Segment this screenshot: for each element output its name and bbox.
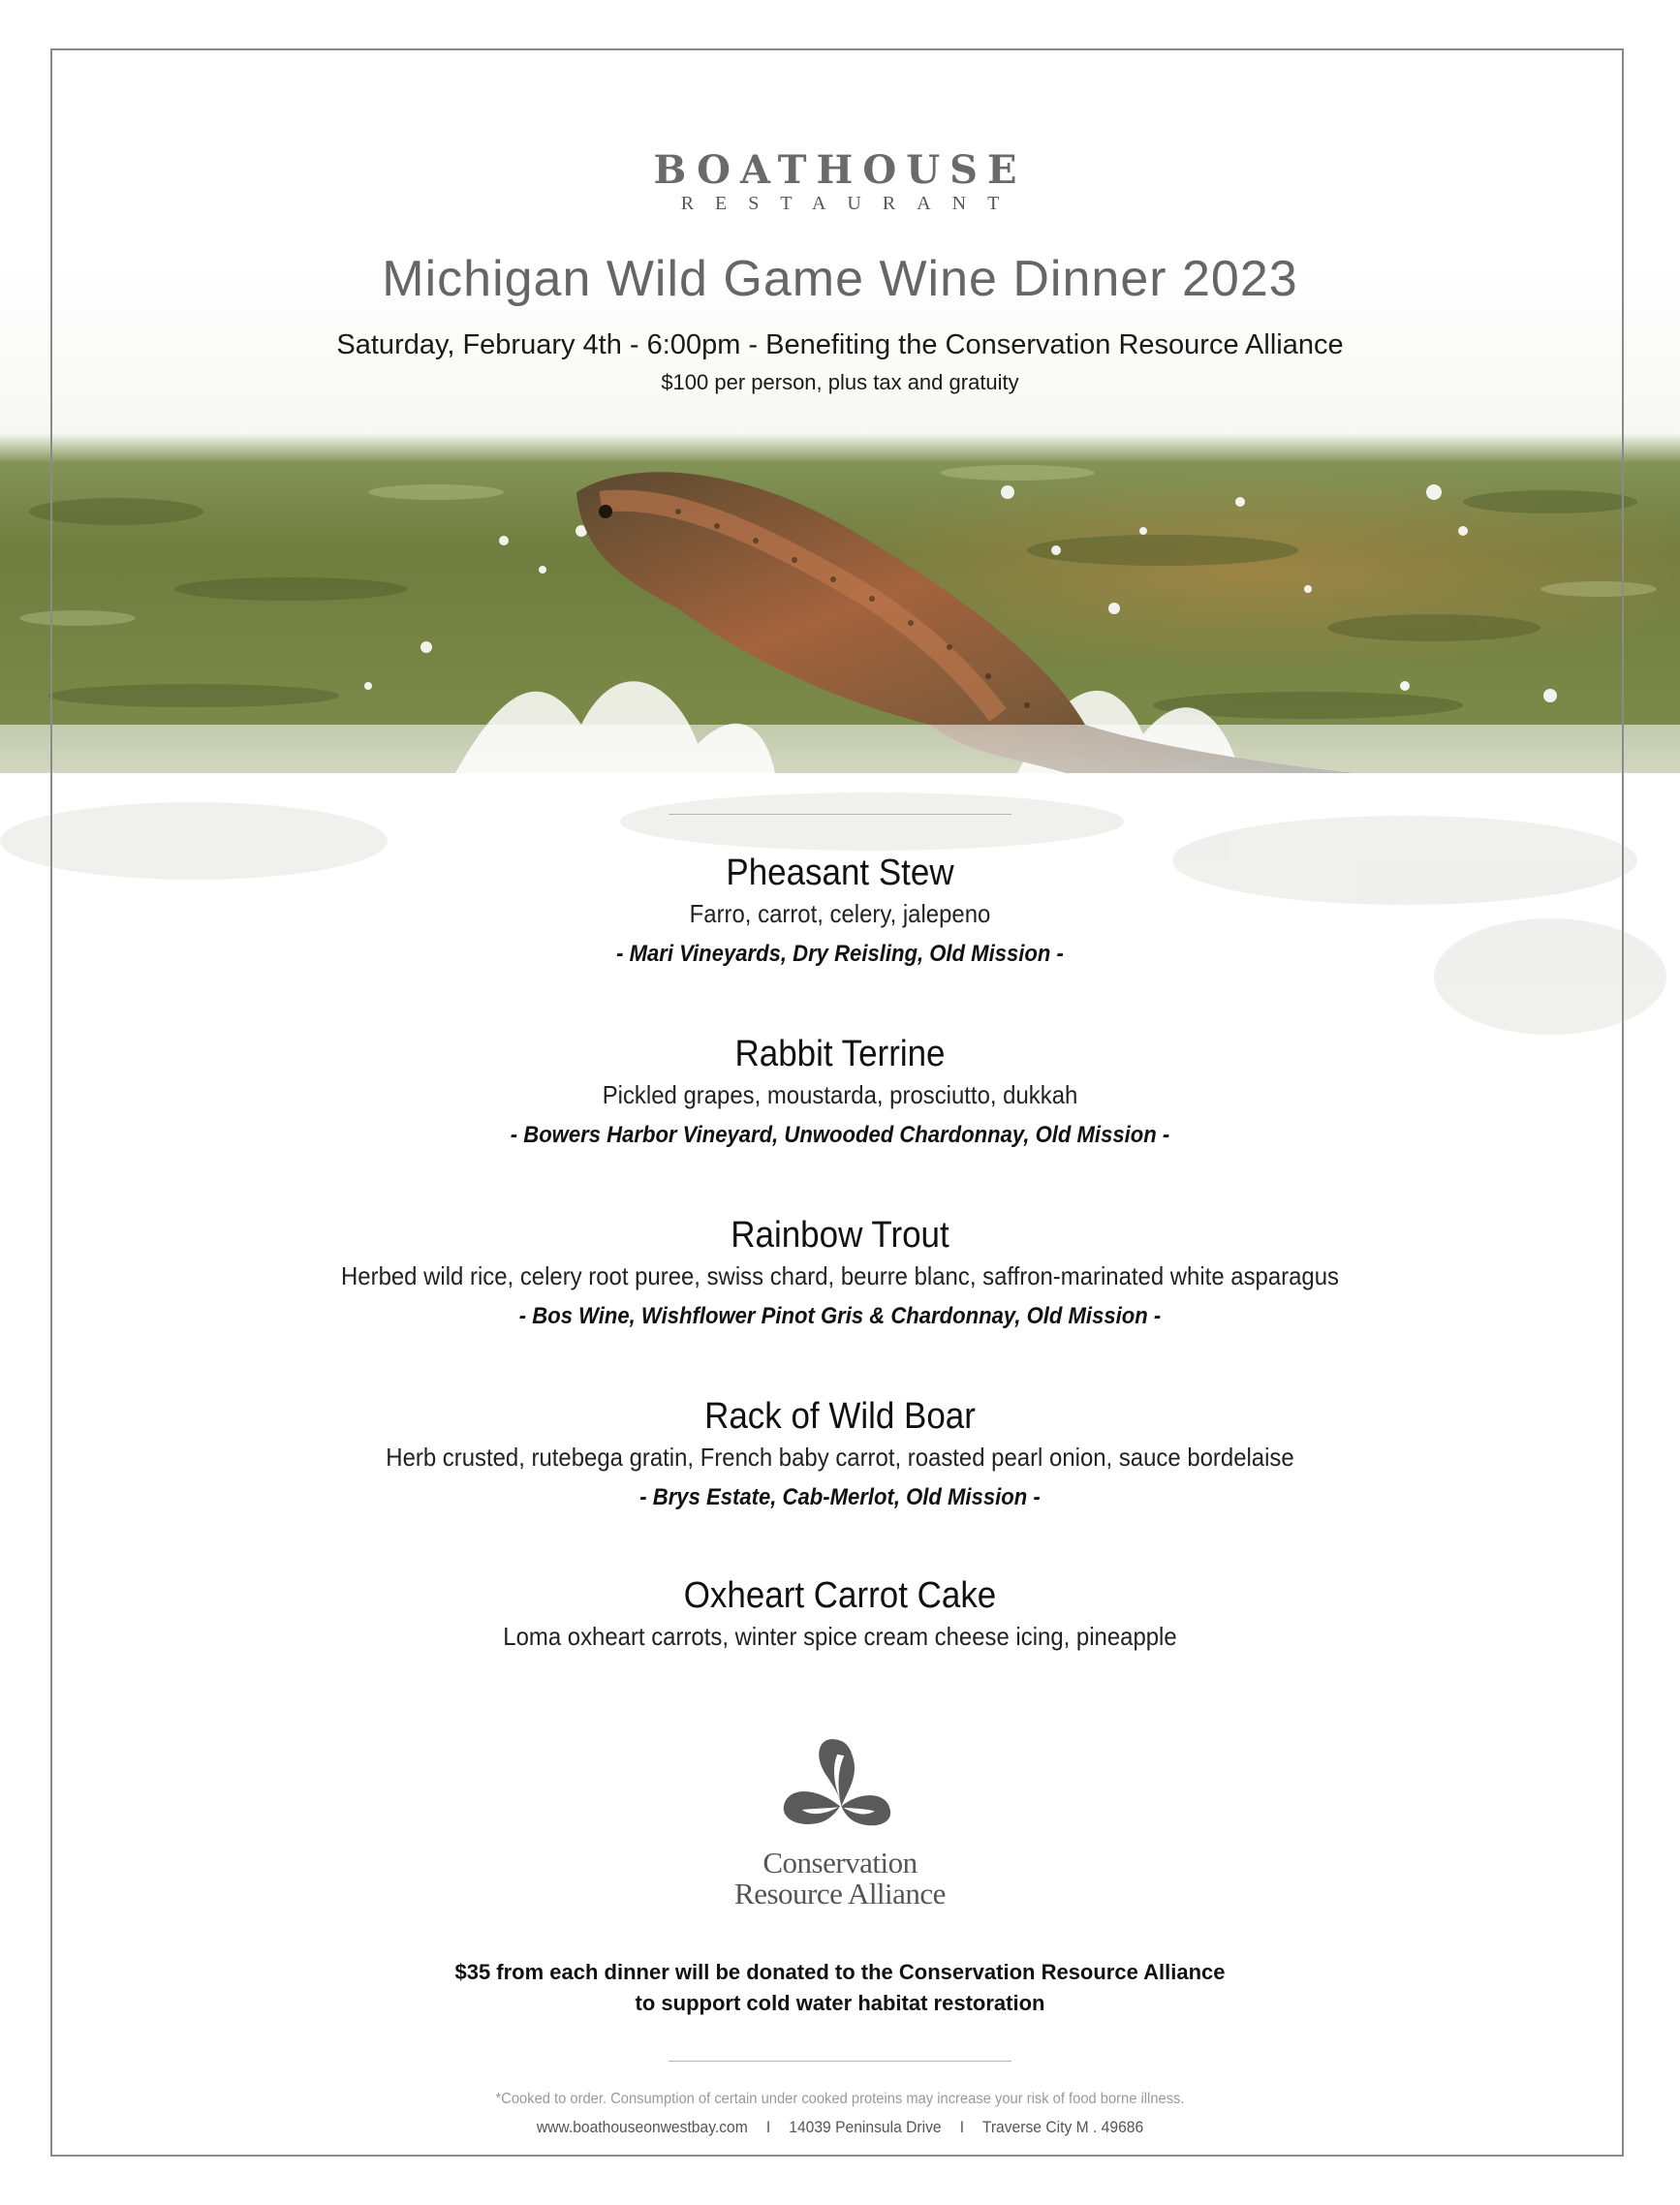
course-wine-pairing: - Bos Wine, Wishflower Pinot Gris & Chardonnay, Old Mission -	[518, 1303, 1162, 1329]
course-item	[0, 1032, 1680, 1158]
course-item	[0, 1394, 1680, 1520]
course-description: Pickled grapes, moustarda, prosciutto, dukkah	[602, 1080, 1078, 1109]
donation-line2: to support cold water habitat restoration	[635, 1991, 1045, 2015]
street-address: 14039 Peninsula Drive	[789, 2118, 942, 2136]
event-date-line: Saturday, February 4th - 6:00pm - Benefiting the Conservation Resource Alliance	[336, 329, 1344, 360]
website-link[interactable]: www.boathouseonwestbay.com	[536, 2118, 748, 2136]
course-item	[0, 1573, 1680, 1655]
sponsor-name-line2: Resource Alliance	[734, 1877, 946, 1910]
sponsor-name-line1: Conservation	[762, 1846, 918, 1879]
event-price-line: $100 per person, plus tax and gratuity	[661, 370, 1019, 394]
footer-separator: I	[765, 2118, 771, 2136]
course-item	[0, 851, 1680, 977]
event-title: Michigan Wild Game Wine Dinner 2023	[382, 251, 1298, 307]
course-description: Herbed wild rice, celery root puree, swiss chard, beurre blanc, saffron-marinated white asparagus	[341, 1261, 1339, 1290]
footer-separator: I	[959, 2118, 965, 2136]
course-description: Loma oxheart carrots, winter spice cream cheese icing, pineapple	[503, 1622, 1177, 1651]
trillium-logo-icon	[695, 1713, 985, 1858]
logo-main-text: BOATHOUSE	[653, 147, 1027, 193]
course-name: Oxheart Carrot Cake	[683, 1575, 997, 1616]
course-description: Farro, carrot, celery, jalepeno	[689, 899, 991, 928]
course-name: Pheasant Stew	[726, 853, 954, 893]
course-name: Rack of Wild Boar	[704, 1396, 976, 1437]
footer-contact	[67, 2118, 1612, 2137]
course-name: Rainbow Trout	[731, 1215, 949, 1256]
course-wine-pairing: - Brys Estate, Cab-Merlot, Old Mission -	[639, 1484, 1041, 1510]
logo-sub-text: RESTAURANT	[680, 193, 1021, 214]
footer-divider	[669, 2061, 1011, 2062]
donation-note	[0, 1957, 1680, 2019]
food-safety-disclaimer: *Cooked to order. Consumption of certain under cooked proteins may increase your risk of food borne illness.	[495, 2091, 1185, 2107]
course-name: Rabbit Terrine	[734, 1034, 946, 1074]
course-item	[0, 1213, 1680, 1339]
course-wine-pairing: - Bowers Harbor Vineyard, Unwooded Chardonnay, Old Mission -	[510, 1122, 1170, 1148]
course-description: Herb crusted, rutebega gratin, French baby carrot, roasted pearl onion, sauce bordelaise	[386, 1443, 1294, 1472]
course-wine-pairing: - Mari Vineyards, Dry Reisling, Old Mission -	[616, 941, 1064, 967]
restaurant-logo	[0, 149, 1680, 215]
donation-line1: $35 from each dinner will be donated to the Conservation Resource Alliance	[454, 1960, 1226, 1984]
city-address: Traverse City M . 49686	[981, 2118, 1144, 2136]
menu-top-divider	[669, 814, 1011, 815]
